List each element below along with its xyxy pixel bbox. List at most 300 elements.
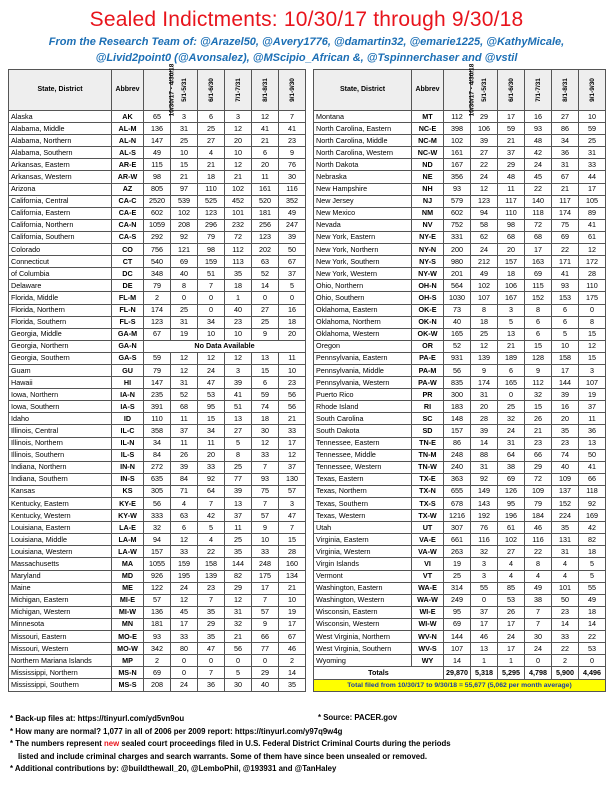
count-cell: 36 (552, 147, 579, 159)
right-district-table (313, 63, 606, 692)
source-note: * Source: PACER.gov (318, 713, 398, 722)
table-row (314, 570, 606, 582)
header-period: 5/1-5/31 (171, 70, 198, 111)
count-cell: 41 (225, 389, 252, 401)
district-abbrev: IL-C (112, 425, 144, 437)
count-cell: 15 (525, 401, 552, 413)
count-cell: 75 (552, 219, 579, 231)
district-name: New York, Eastern (314, 231, 412, 243)
district-abbrev: FL-M (112, 292, 144, 304)
count-cell: 363 (444, 473, 471, 485)
count-cell: 0 (171, 655, 198, 667)
table-row (9, 147, 306, 159)
count-cell: 12 (252, 437, 279, 449)
count-cell: 102 (444, 135, 471, 147)
count-cell: 661 (444, 534, 471, 546)
count-cell: 112 (525, 377, 552, 389)
count-cell: 66 (525, 449, 552, 461)
count-cell: 14 (252, 280, 279, 292)
district-name: Virginia, Western (314, 546, 412, 558)
district-name: California, Eastern (9, 207, 112, 219)
district-name: Oklahoma, Northern (314, 316, 412, 328)
district-abbrev: FL-S (112, 316, 144, 328)
count-cell: 22 (471, 159, 498, 171)
count-cell: 58 (471, 219, 498, 231)
count-cell: 256 (252, 219, 279, 231)
count-cell: 64 (198, 485, 225, 497)
count-cell: 25 (198, 123, 225, 135)
count-cell: 126 (498, 485, 525, 497)
district-name: Illinois, Northern (9, 437, 112, 449)
count-cell: 110 (498, 207, 525, 219)
district-name: Illinois, Central (9, 425, 112, 437)
table-row (9, 111, 306, 123)
count-cell: 115 (144, 159, 171, 171)
table-row (9, 244, 306, 256)
count-cell: 159 (198, 256, 225, 268)
count-cell: 17 (498, 643, 525, 655)
count-cell: 123 (198, 207, 225, 219)
count-cell: 27 (498, 546, 525, 558)
count-cell: 540 (144, 256, 171, 268)
count-cell: 192 (471, 510, 498, 522)
count-cell: 1 (471, 655, 498, 667)
count-cell: 200 (444, 244, 471, 256)
count-cell: 11 (225, 522, 252, 534)
district-abbrev: NY-W (412, 268, 444, 280)
count-cell: 18 (579, 606, 606, 618)
count-cell: 15 (279, 534, 306, 546)
table-row (9, 364, 306, 376)
table-row (314, 280, 606, 292)
count-cell: 92 (198, 473, 225, 485)
count-cell: 7 (198, 667, 225, 679)
count-cell: 75 (252, 485, 279, 497)
count-cell: 232 (225, 219, 252, 231)
table-row (314, 377, 606, 389)
count-cell: 123 (252, 231, 279, 243)
count-cell: 3 (471, 558, 498, 570)
count-cell: 23 (552, 606, 579, 618)
count-cell: 44 (579, 171, 606, 183)
count-cell: 86 (552, 123, 579, 135)
table-row (314, 135, 606, 147)
count-cell: 13 (252, 352, 279, 364)
count-cell: 23 (552, 437, 579, 449)
district-name: Missouri, Eastern (9, 631, 112, 643)
count-cell: 25 (471, 328, 498, 340)
count-cell: 59 (144, 352, 171, 364)
count-cell: 160 (279, 558, 306, 570)
count-cell: 169 (579, 510, 606, 522)
count-cell: 21 (525, 425, 552, 437)
table-row (314, 340, 606, 352)
district-abbrev: IL-N (112, 437, 144, 449)
table-row (9, 401, 306, 413)
district-abbrev: LA-W (112, 546, 144, 558)
district-abbrev: MO-E (112, 631, 144, 643)
count-cell: 40 (171, 268, 198, 280)
normal-note: * How many are normal? 1,077 in all of 2006 per 2009 report: https://tinyurl.com/y97q9w4g (10, 726, 343, 736)
count-cell: 49 (144, 147, 171, 159)
count-cell: 42 (525, 147, 552, 159)
district-abbrev: PA-W (412, 377, 444, 389)
count-cell: 30 (279, 171, 306, 183)
count-cell: 153 (552, 292, 579, 304)
district-abbrev: NM (412, 207, 444, 219)
count-cell: 29 (198, 618, 225, 630)
count-cell: 33 (252, 546, 279, 558)
count-cell: 25 (171, 304, 198, 316)
table-row (314, 510, 606, 522)
count-cell: 8 (171, 280, 198, 292)
district-abbrev: MS-S (112, 679, 144, 691)
count-cell: 131 (552, 534, 579, 546)
count-cell: 92 (471, 473, 498, 485)
district-abbrev: DC (112, 268, 144, 280)
district-abbrev: LA-M (112, 534, 144, 546)
count-cell: 49 (579, 594, 606, 606)
count-cell: 7 (279, 522, 306, 534)
count-cell: 980 (444, 256, 471, 268)
district-name: Georgia, Northern (9, 340, 112, 352)
count-cell: 17 (171, 618, 198, 630)
table-row (314, 461, 606, 473)
table-row (314, 304, 606, 316)
count-cell: 34 (144, 437, 171, 449)
count-cell: 49 (279, 207, 306, 219)
district-name: Alaska (9, 111, 112, 123)
district-name: North Carolina, Middle (314, 135, 412, 147)
table-row (9, 473, 306, 485)
count-cell: 26 (171, 449, 198, 461)
count-cell: 69 (171, 256, 198, 268)
count-cell: 25 (252, 316, 279, 328)
count-cell: 3 (279, 498, 306, 510)
count-cell: 38 (498, 461, 525, 473)
count-cell: 348 (144, 268, 171, 280)
count-cell: 6 (171, 522, 198, 534)
table-row (314, 582, 606, 594)
count-cell: 49 (525, 582, 552, 594)
district-name: Texas, Eastern (314, 473, 412, 485)
count-cell: 158 (198, 558, 225, 570)
district-abbrev: LA-E (112, 522, 144, 534)
count-cell: 172 (579, 256, 606, 268)
district-name: Hawaii (9, 377, 112, 389)
district-name: Northern Mariana Islands (9, 655, 112, 667)
count-cell: 97 (171, 183, 198, 195)
count-cell: 24 (171, 679, 198, 691)
count-cell: 13 (579, 437, 606, 449)
header-period: 7/1-7/31 (225, 70, 252, 111)
count-cell: 33 (171, 546, 198, 558)
count-cell: 165 (444, 328, 471, 340)
district-name: Alabama, Northern (9, 135, 112, 147)
table-row (9, 582, 306, 594)
district-abbrev: KY-E (112, 498, 144, 510)
count-cell: 8 (525, 304, 552, 316)
count-cell: 25 (579, 135, 606, 147)
count-cell: 16 (552, 401, 579, 413)
count-cell: 12 (198, 352, 225, 364)
count-cell: 144 (225, 558, 252, 570)
count-cell: 140 (525, 195, 552, 207)
district-name: Florida, Middle (9, 292, 112, 304)
district-name: Minnesota (9, 618, 112, 630)
district-name: Kentucky, Western (9, 510, 112, 522)
table-row (9, 461, 306, 473)
count-cell: 249 (444, 594, 471, 606)
count-cell: 2 (552, 655, 579, 667)
count-cell: 0 (198, 292, 225, 304)
count-cell: 102 (471, 280, 498, 292)
table-row (9, 643, 306, 655)
count-cell: 17 (252, 582, 279, 594)
count-cell: 7 (198, 594, 225, 606)
header-period: 8/1-8/31 (252, 70, 279, 111)
count-cell: 6 (525, 328, 552, 340)
count-cell: 152 (525, 292, 552, 304)
count-cell: 0 (225, 655, 252, 667)
count-cell: 32 (144, 522, 171, 534)
count-cell: 18 (579, 546, 606, 558)
count-cell: 159 (171, 558, 198, 570)
count-cell: 147 (144, 377, 171, 389)
count-cell: 7 (525, 618, 552, 630)
count-cell: 0 (471, 594, 498, 606)
district-abbrev: TX-N (412, 485, 444, 497)
district-name: Virginia, Eastern (314, 534, 412, 546)
count-cell: 11 (252, 171, 279, 183)
table-row (9, 498, 306, 510)
count-cell: 93 (444, 183, 471, 195)
count-cell: 1055 (144, 558, 171, 570)
count-cell: 7 (279, 111, 306, 123)
count-cell: 59 (579, 123, 606, 135)
count-cell: 158 (552, 352, 579, 364)
count-cell: 152 (552, 498, 579, 510)
district-name: Texas, Northern (314, 485, 412, 497)
count-cell: 33 (171, 631, 198, 643)
count-cell: 27 (471, 147, 498, 159)
count-cell: 47 (279, 510, 306, 522)
count-cell: 50 (579, 449, 606, 461)
count-cell: 149 (471, 485, 498, 497)
district-name: Wisconsin, Western (314, 618, 412, 630)
district-abbrev: TX-E (412, 473, 444, 485)
count-cell: 143 (471, 498, 498, 510)
district-name: New York, Western (314, 268, 412, 280)
count-cell: 0 (525, 655, 552, 667)
table-row (314, 449, 606, 461)
table-row (9, 570, 306, 582)
count-cell: 122 (144, 582, 171, 594)
count-cell: 32 (471, 546, 498, 558)
count-cell: 161 (444, 147, 471, 159)
district-name: Louisiana, Eastern (9, 522, 112, 534)
district-abbrev: MT (412, 111, 444, 123)
count-cell: 139 (198, 570, 225, 582)
count-cell: 10 (198, 328, 225, 340)
district-abbrev: PR (412, 389, 444, 401)
table-row (9, 292, 306, 304)
count-cell: 98 (144, 171, 171, 183)
count-cell: 3 (579, 364, 606, 376)
count-cell: 110 (198, 183, 225, 195)
table-row (9, 183, 306, 195)
count-cell: 564 (444, 280, 471, 292)
district-name: California, Southern (9, 231, 112, 243)
count-cell: 144 (552, 377, 579, 389)
count-cell: 17 (279, 618, 306, 630)
count-cell: 40 (552, 461, 579, 473)
count-cell: 0 (279, 292, 306, 304)
count-cell: 0 (579, 655, 606, 667)
count-cell: 4 (498, 570, 525, 582)
count-cell: 24 (525, 643, 552, 655)
count-cell: 21 (498, 135, 525, 147)
count-cell: 71 (171, 485, 198, 497)
count-cell: 61 (498, 522, 525, 534)
count-cell: 72 (525, 473, 552, 485)
count-cell: 14 (552, 618, 579, 630)
count-cell: 23 (279, 135, 306, 147)
header-period: 8/1-8/31 (552, 70, 579, 111)
table-row (314, 618, 606, 630)
count-cell: 24 (198, 364, 225, 376)
table-row (314, 159, 606, 171)
table-row (314, 352, 606, 364)
count-cell: 79 (525, 498, 552, 510)
district-abbrev: NH (412, 183, 444, 195)
table-row (314, 256, 606, 268)
count-cell: 161 (252, 183, 279, 195)
district-abbrev: TX-W (412, 510, 444, 522)
count-cell: 32 (225, 618, 252, 630)
count-cell: 22 (552, 643, 579, 655)
count-cell: 314 (444, 582, 471, 594)
count-cell: 101 (225, 207, 252, 219)
count-cell: 63 (252, 256, 279, 268)
count-cell: 21 (552, 183, 579, 195)
district-abbrev: WA-W (412, 594, 444, 606)
count-cell: 356 (444, 171, 471, 183)
count-cell: 65 (144, 111, 171, 123)
count-cell: 13 (225, 413, 252, 425)
table-row (9, 159, 306, 171)
table-row (314, 328, 606, 340)
district-name: Michigan, Eastern (9, 594, 112, 606)
count-cell: 62 (471, 231, 498, 243)
count-cell: 8 (225, 449, 252, 461)
count-cell: 8 (579, 316, 606, 328)
table-row (9, 667, 306, 679)
district-abbrev: CA-C (112, 195, 144, 207)
district-name: California, Northern (9, 219, 112, 231)
district-abbrev: KY-W (112, 510, 144, 522)
count-cell: 57 (144, 594, 171, 606)
count-cell: 248 (252, 558, 279, 570)
count-cell: 37 (171, 425, 198, 437)
count-cell: 93 (525, 123, 552, 135)
header-period: 6/1-6/30 (498, 70, 525, 111)
count-cell: 29 (225, 582, 252, 594)
count-cell: 39 (552, 389, 579, 401)
count-cell: 102 (498, 534, 525, 546)
table-row (9, 135, 306, 147)
count-cell: 28 (579, 268, 606, 280)
header-period: 9/1-9/30 (279, 70, 306, 111)
count-cell: 0 (198, 304, 225, 316)
count-cell: 7 (252, 498, 279, 510)
district-name: Kentucky, Eastern (9, 498, 112, 510)
count-cell: 21 (252, 135, 279, 147)
table-row (9, 207, 306, 219)
district-abbrev: IL-S (112, 449, 144, 461)
count-cell: 12 (252, 111, 279, 123)
count-cell: 45 (171, 606, 198, 618)
count-cell: 31 (579, 147, 606, 159)
count-cell: 68 (525, 231, 552, 243)
district-abbrev: AR-W (112, 171, 144, 183)
header-abbrev: Abbrev (412, 70, 444, 111)
count-cell: 12 (225, 594, 252, 606)
count-cell: 29 (498, 159, 525, 171)
table-row (314, 546, 606, 558)
count-cell: 82 (225, 570, 252, 582)
count-cell: 34 (552, 135, 579, 147)
count-cell: 272 (144, 461, 171, 473)
table-row (9, 485, 306, 497)
table-row (314, 389, 606, 401)
count-cell: 635 (144, 473, 171, 485)
count-cell: 144 (444, 631, 471, 643)
count-cell: 202 (252, 244, 279, 256)
count-cell: 208 (171, 219, 198, 231)
summary-text: Total filed from 10/30/17 to 9/30/18 = 55,677 (5,062 per month average) (314, 679, 606, 692)
count-cell: 29 (525, 461, 552, 473)
district-abbrev: NC-M (412, 135, 444, 147)
count-cell: 86 (444, 437, 471, 449)
count-cell: 20 (279, 328, 306, 340)
count-cell: 18 (498, 268, 525, 280)
count-cell: 21 (498, 340, 525, 352)
count-cell: 29 (471, 111, 498, 123)
count-cell: 51 (198, 268, 225, 280)
count-cell: 40 (252, 679, 279, 691)
count-cell: 174 (144, 304, 171, 316)
count-cell: 3 (225, 111, 252, 123)
count-cell: 25 (171, 135, 198, 147)
count-cell: 0 (498, 389, 525, 401)
district-name: Missouri, Western (9, 643, 112, 655)
count-cell: 23 (225, 316, 252, 328)
count-cell: 41 (279, 123, 306, 135)
count-cell: 165 (498, 377, 525, 389)
table-row (314, 413, 606, 425)
table-row (9, 655, 306, 667)
count-cell: 52 (444, 340, 471, 352)
left-district-table (8, 63, 306, 692)
count-cell: 307 (444, 522, 471, 534)
count-cell: 174 (471, 377, 498, 389)
count-cell: 157 (498, 256, 525, 268)
district-abbrev: OK-E (412, 304, 444, 316)
count-cell: 37 (579, 401, 606, 413)
table-row (314, 594, 606, 606)
district-abbrev: IA-S (112, 401, 144, 413)
